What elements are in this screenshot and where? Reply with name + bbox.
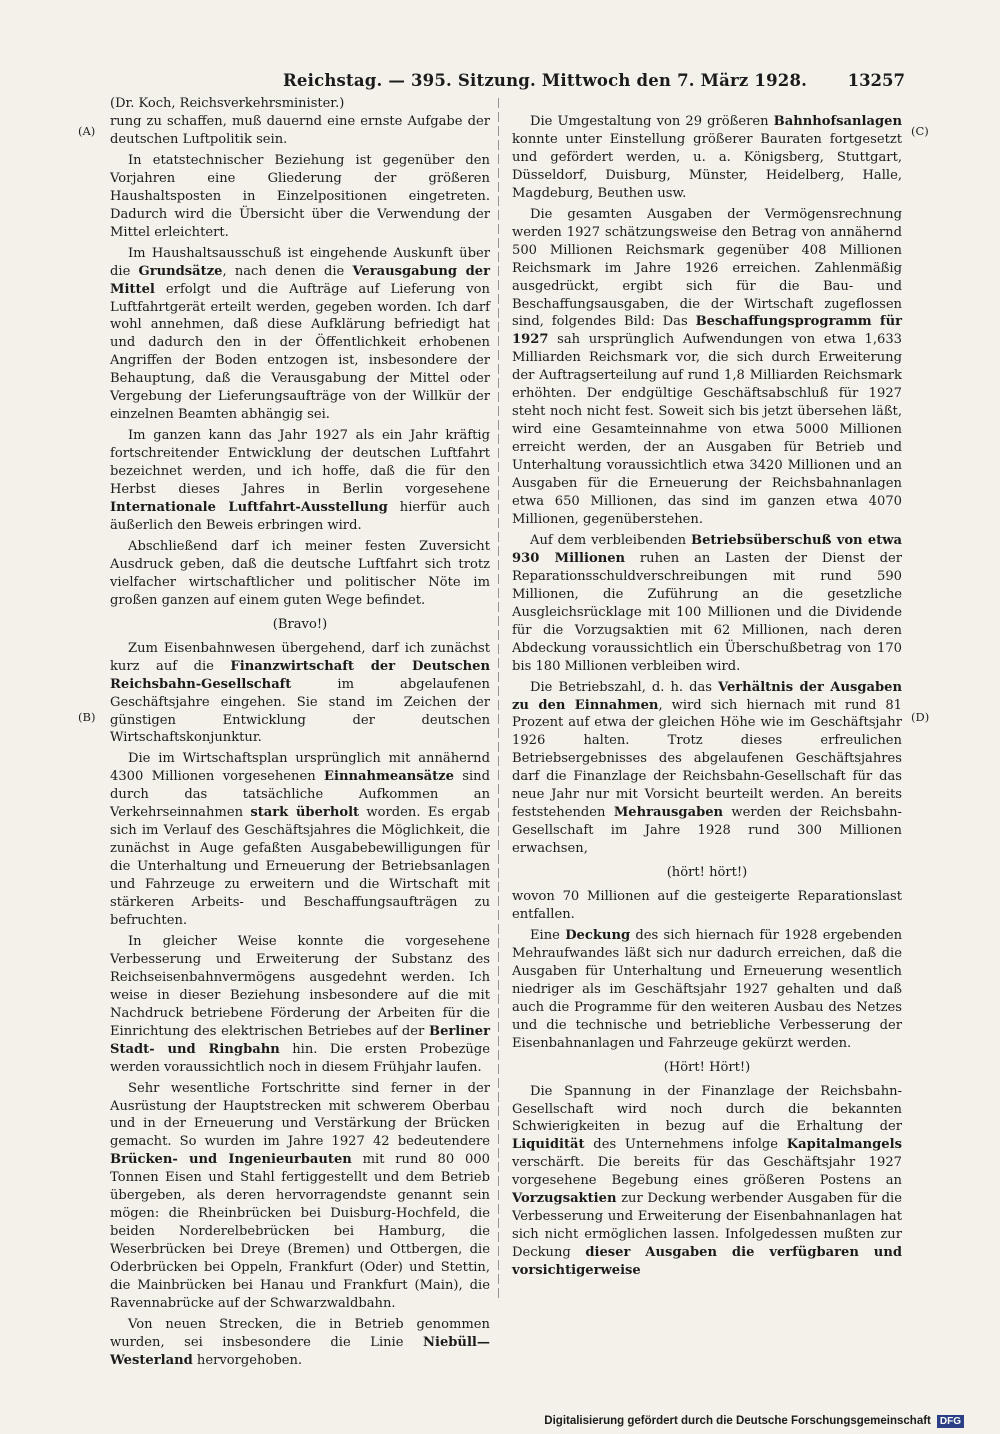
- paragraph: Zum Eisenbahnwesen übergehend, darf ich zunächst kurz auf die Finanzwirtschaft der Deutschen Reichsbahn-Gesellschaft im abgelaufenen Geschäftsjahre eingehen. Sie stand im Zeichen der günstigen Entwicklung der deutschen Wirtschaftskonjunktur.: [110, 640, 491, 746]
- interjection: (Bravo!): [272, 616, 328, 632]
- margin-mark-a: (A): [78, 124, 96, 138]
- column-divider: [498, 98, 499, 1298]
- interjection: (hört! hört!): [666, 865, 748, 881]
- interjection: (Hört! Hört!): [663, 1059, 751, 1075]
- paragraph: In etatstechnischer Beziehung ist gegenüber den Vorjahren eine Gliederung der größeren Haushaltsposten in Einzelpositionen eingetreten. Dadurch wird die Übersicht über die Verwendung der Mittel erleichtert.: [110, 152, 490, 240]
- left-column: [110, 113, 490, 1373]
- paragraph: Die Spannung in der Finanzlage der Reichsbahn-Gesellschaft wird noch durch die bekannten Schwierigkeiten in bezug auf die Erhaltung der Liquidität des Unternehmens infolge Kapitalmangels verschärft. Die bereits für das Geschäftsjahr 1927 vorgesehene Begebung eines größeren Postens an Vorzugsaktien zur Deckung werbender Ausgaben für die Verbesserung und Erweiterung der Eisenbahnanlagen hat sich nicht ermöglichen lassen. Infolgedessen mußten zur Deckung dieser Ausgaben die verfügbaren und vorsichtigerweise: [512, 1083, 902, 1279]
- paragraph: Im ganzen kann das Jahr 1927 als ein Jahr kräftig fortschreitender Entwicklung der deutschen Luftfahrt bezeichnet werden, und ich hoffe, daß die für den Herbst dieses Jahres in Berlin vorgesehene Internationale Luftfahrt-Ausstellung hierfür auch äußerlich den Beweis erbringen wird.: [110, 428, 490, 533]
- footer-text: Digitalisierung gefördert durch die Deutsche Forschungsgemeinschaft: [544, 1415, 931, 1427]
- right-column: [512, 113, 902, 1283]
- paragraph: Sehr wesentliche Fortschritte sind ferner in der Ausrüstung der Hauptstrecken mit schwerem Oberbau und in der Erneuerung und Verstärkung der Brücken gemacht. So wurden im Jahre 1927 42 bedeutendere Brücken- und Ingenieurbauten mit rund 80 000 Tonnen Eisen und Stahl fertiggestellt und dem Betrieb übergeben, als deren hervorragendste genannt sein mögen: die Rheinbrücken bei Duisburg-Hochfeld, die beiden Norderelbebrücken bei Hamburg, die Weserbrücken bei Dreye (Bremen) und Ottbergen, die Oderbrücken bei Oppeln, Frankfurt (Oder) und Stettin, die Mainbrücken bei Hanau und Frankfurt (Main), die Ravennabrücke auf der Schwarzwaldbahn.: [110, 1080, 490, 1311]
- paragraph: wovon 70 Millionen auf die gesteigerte Reparationslast entfallen.: [512, 889, 902, 922]
- dfg-logo: DFG: [937, 1415, 964, 1428]
- paragraph: Auf dem verbleibenden Betriebsüberschuß von etwa 930 Millionen ruhen an Lasten der Dienst der Reparationsschuldverschreibungen mit rund 590 Millionen, die Zuführung an die gesetzliche Ausgleichsrücklage mit 100 Millionen und die Dividende für die Vorzugsaktien mit 62 Millionen, nach deren Abdeckung voraussichtlich ein Überschußbetrag von 170 bis 180 Millionen verbleiben wird.: [512, 532, 903, 674]
- digitization-footer: [544, 1412, 964, 1430]
- paragraph: rung zu schaffen, muß dauernd eine ernste Aufgabe der deutschen Luftpolitik sein.: [110, 114, 490, 147]
- running-header: Reichstag. — 395. Sitzung. Mittwoch den 7. März 1928.: [283, 71, 808, 90]
- paragraph: Eine Deckung des sich hiernach für 1928 ergebenden Mehraufwandes läßt sich nur dadurch erreichen, daß die Ausgaben für Unterhaltung und Erneuerung wesentlich niedriger als im Geschäftsjahr 1927 gehalten und daß auch die Programme für den weiteren Ausbau des Netzes und die technische und betriebliche Verbesserung der Eisenbahnanlagen und Fahrzeuge gekürzt werden.: [512, 927, 903, 1051]
- paragraph: Die Umgestaltung von 29 größeren Bahnhofsanlagen konnte unter Einstellung größerer Bauraten fortgesetzt und gefördert werden, u. a. Königsberg, Stuttgart, Düsseldorf, Duisburg, Münster, Heidelberg, Halle, Magdeburg, Beuthen usw.: [512, 114, 902, 201]
- speaker-label: (Dr. Koch, Reichsverkehrsminister.): [110, 96, 345, 111]
- paragraph: Von neuen Strecken, die in Betrieb genommen wurden, sei insbesondere die Linie Niebüll—Westerland hervorgehoben.: [110, 1316, 490, 1368]
- margin-mark-c: (C): [911, 124, 929, 138]
- paragraph: Die gesamten Ausgaben der Vermögensrechnung werden 1927 schätzungsweise den Betrag von annähernd 500 Millionen Reichsmark gegenüber 408 Millionen Reichsmark im Jahre 1926 erreichen. Zahlenmäßig ausgedrückt, ergibt sich für die Bau- und Beschaffungsausgaben, die der Wirtschaft zugeflossen sind, folgendes Bild: Das Beschaffungsprogramm für 1927 sah ursprünglich Aufwendungen von etwa 1,633 Milliarden Reichsmark vor, die sich durch Erweiterung der Auftragserteilung auf rund 1,8 Milliarden Reichsmark erhöhten. Der endgültige Geschäftsabschluß für 1927 steht noch nicht fest. Soweit sich bis jetzt übersehen läßt, wird eine Gesamteinnahme von etwa 5000 Millionen erreicht werden, der an Ausgaben für Betrieb und Unterhaltung voraussichtlich etwa 3420 Millionen und an Ausgaben für die Erneuerung der Reichsbahnanlagen etwa 650 Millionen, das sind im ganzen etwa 4070 Millionen, gegenüberstehen.: [512, 206, 902, 527]
- paragraph: In gleicher Weise konnte die vorgesehene Verbesserung und Erweiterung der Substanz des Reichseisenbahnvermögens ausgedehnt werden. Ich weise in dieser Beziehung insbesondere auf die mit Nachdruck betriebene Förderung der Arbeiten für die Einrichtung des elektrischen Betriebes auf der Berliner Stadt- und Ringbahn hin. Die ersten Probezüge werden voraussichtlich noch in diesem Frühjahr laufen.: [110, 933, 490, 1075]
- paragraph: Im Haushaltsausschuß ist eingehende Auskunft über die Grundsätze, nach denen die Verausgabung der Mittel erfolgt und die Aufträge auf Lieferung von Luftfahrtgerät erteilt werden, gegeben worden. Ich darf wohl annehmen, daß diese Aufklärung befriedigt hat und dadurch den in der Öffentlichkeit erhobenen Angriffen der Boden entzogen ist, insbesondere der Behauptung, daß die Verausgabung der Mittel oder Vergebung der Lieferungsaufträge von der Willkür der einzelnen Beamten abhängig sei.: [110, 245, 490, 423]
- margin-mark-d: (D): [911, 710, 930, 724]
- page-number: 13257: [847, 71, 905, 90]
- paragraph: Abschließend darf ich meiner festen Zuversicht Ausdruck geben, daß die deutsche Luftfahrt sich trotz vielfacher wirtschaftlicher und politischer Nöte im großen ganzen auf einem guten Wege befindet.: [110, 538, 490, 608]
- paragraph: Die im Wirtschaftsplan ursprünglich mit annähernd 4300 Millionen vorgesehenen Einnahmeansätze sind durch das tatsächliche Aufkommen an Verkehrseinnahmen stark überholt worden. Es ergab sich im Verlauf des Geschäftsjahres die Möglichkeit, die zunächst in Auge gefaßten Ausgabebewilligungen für die Unterhaltung und Erneuerung der Betriebsanlagen und Fahrzeuge zu erweitern und die Wirtschaft mit stärkeren Arbeits- und Beschaffungsaufträgen zu befruchten.: [110, 751, 491, 928]
- paragraph: Die Betriebszahl, d. h. das Verhältnis der Ausgaben zu den Einnahmen, wird sich hiernach mit rund 81 Prozent auf etwa der gleichen Höhe wie im Geschäftsjahr 1926 halten. Trotz dieses erfreulichen Betriebsergebnisses des abgelaufenen Geschäftsjahres darf die Finanzlage der Reichsbahn-Gesellschaft für das neue Jahr nur mit Vorsicht beurteilt werden. An bereits feststehenden Mehrausgaben werden der Reichsbahn-Gesellschaft im Jahre 1928 rund 300 Millionen erwachsen,: [512, 679, 903, 857]
- margin-mark-b: (B): [78, 710, 96, 724]
- page-header: [110, 68, 905, 94]
